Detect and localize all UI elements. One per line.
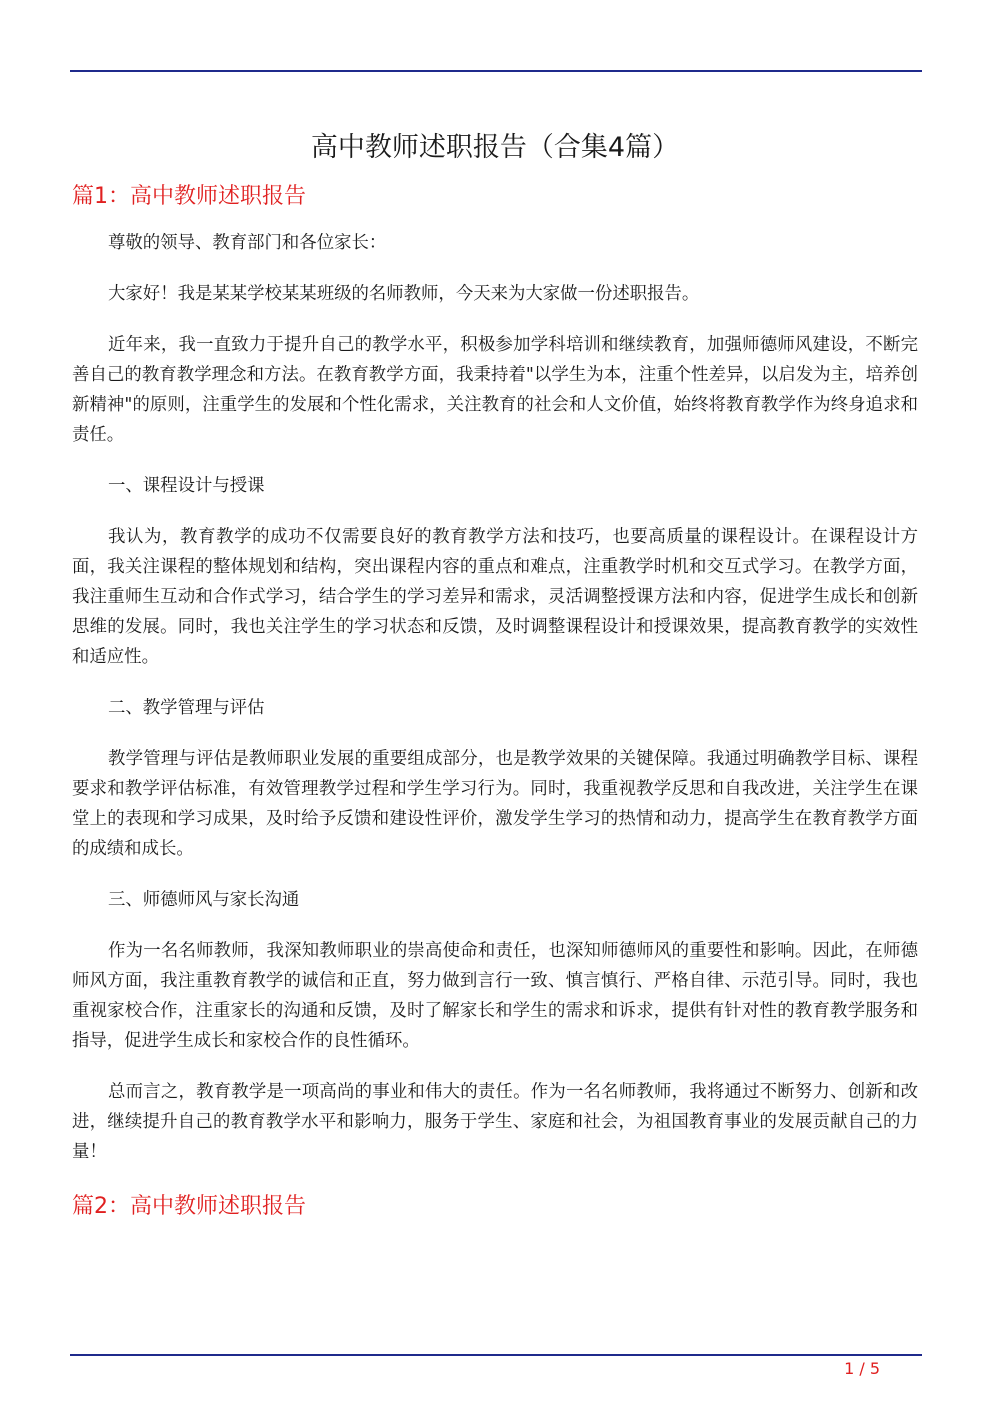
body-paragraph-4: 作为一名名师教师，我深知教师职业的崇高使命和责任，也深知师德师风的重要性和影响。因此，在师德师风方面，我注重教育教学的诚信和正直，努力做到言行一致、慎言慎行、严格自律、示范引导。同时，我也重视家校合作，注重家长的沟通和反馈，及时了解家长和学生的需求和诉求，提供有针对性的教育教学服务和指导，促进学生成长和家校合作的良性循环。 xyxy=(72,941,918,1051)
subheading-ethics-communication: 三、师德师风与家长沟通 xyxy=(108,890,300,910)
header-rule xyxy=(70,70,922,72)
page-number: 1 / 5 xyxy=(844,1359,880,1378)
footer-rule xyxy=(70,1354,922,1356)
document-body xyxy=(72,126,918,1238)
body-paragraph-2: 我认为，教育教学的成功不仅需要良好的教育教学方法和技巧，也要高质量的课程设计。在课程设计方面，我关注课程的整体规划和结构，突出课程内容的重点和难点，注重教学时机和交互式学习。在教学方面，我注重师生互动和合作式学习，结合学生的学习差异和需求，灵活调整授课方法和内容，促进学生成长和创新思维的发展。同时，我也关注学生的学习状态和反馈，及时调整课程设计和授课效果，提高教育教学的实效性和适应性。 xyxy=(72,527,918,667)
document-title: 高中教师述职报告（合集4篇） xyxy=(310,132,680,163)
section-heading-2: 篇2：高中教师述职报告 xyxy=(72,1194,306,1219)
body-paragraph-1: 近年来，我一直致力于提升自己的教学水平，积极参加学科培训和继续教育，加强师德师风建设，不断完善自己的教育教学理念和方法。在教育教学方面，我秉持着"以学生为本，注重个性差异，以启发为主，培养创新精神"的原则，注重学生的发展和个性化需求，关注教育的社会和人文价值，始终将教育教学作为终身追求和责任。 xyxy=(72,335,918,445)
section-heading-1: 篇1：高中教师述职报告 xyxy=(72,184,306,209)
conclusion-paragraph: 总而言之，教育教学是一项高尚的事业和伟大的责任。作为一名名师教师，我将通过不断努力、创新和改进，继续提升自己的教育教学水平和影响力，服务于学生、家庭和社会，为祖国教育事业的发展贡献自己的力量！ xyxy=(72,1082,918,1162)
intro-paragraph: 大家好！我是某某学校某某班级的名师教师，今天来为大家做一份述职报告。 xyxy=(108,284,700,304)
body-paragraph-3: 教学管理与评估是教师职业发展的重要组成部分，也是教学效果的关键保障。我通过明确教学目标、课程要求和教学评估标准，有效管理教学过程和学生学习行为。同时，我重视教学反思和自我改进，关注学生在课堂上的表现和学习成果，及时给予反馈和建设性评价，激发学生学习的热情和动力，提高学生在教育教学方面的成绩和成长。 xyxy=(72,749,918,859)
subheading-teaching-management: 二、教学管理与评估 xyxy=(108,698,265,718)
greeting-paragraph: 尊敬的领导、教育部门和各位家长： xyxy=(108,233,387,253)
subheading-course-design: 一、课程设计与授课 xyxy=(108,476,265,496)
